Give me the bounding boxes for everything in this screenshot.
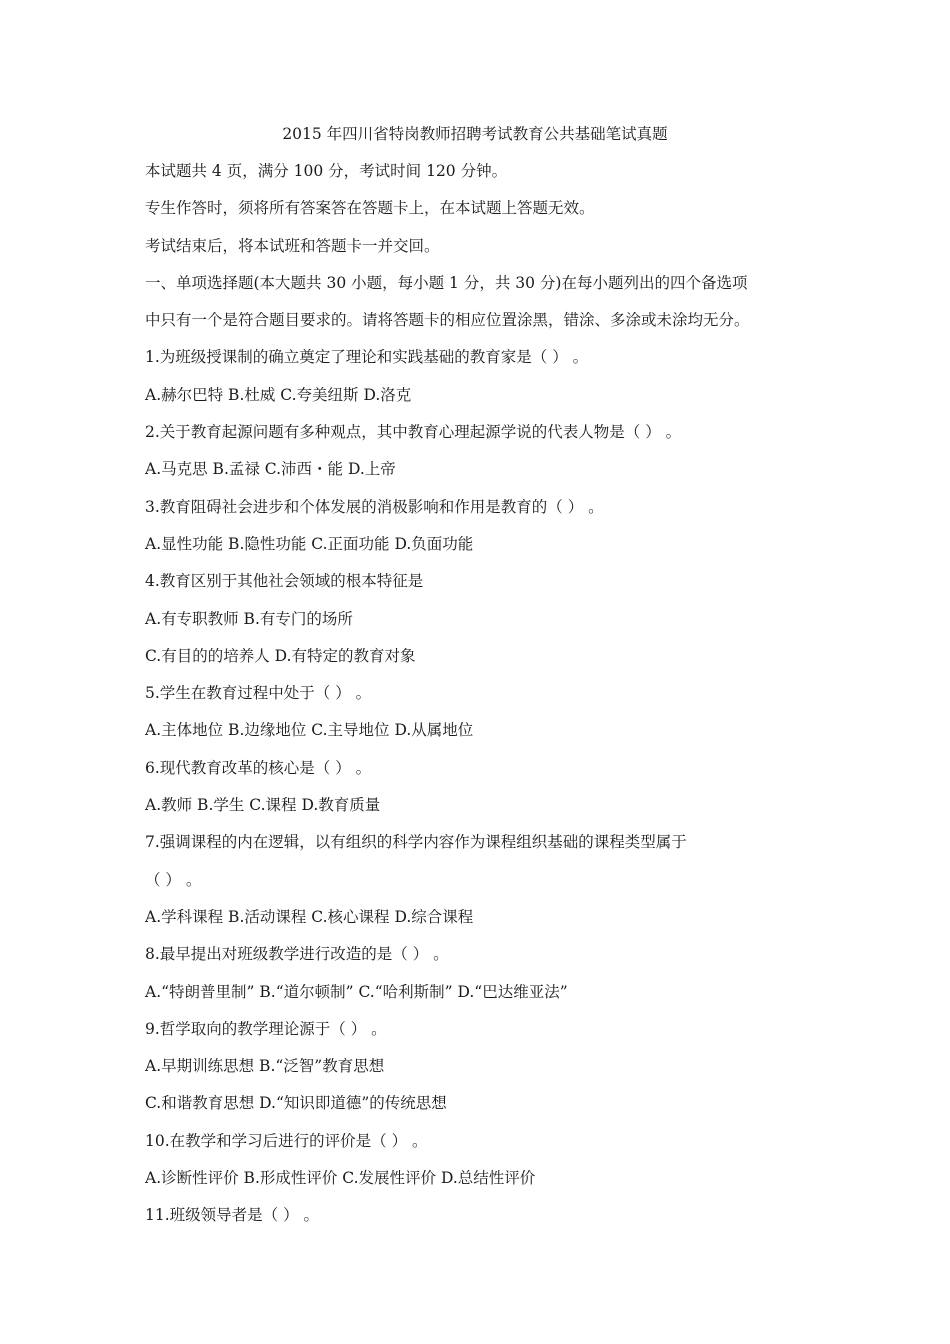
text-line: 一、单项选择题(本大题共 30 小题，每小题 1 分，共 30 分)在每小题列出的四个备选项 xyxy=(145,273,748,292)
text-line: 7.强调课程的内在逻辑，以有组织的科学内容作为课程组织基础的课程类型属于 xyxy=(145,833,687,852)
text-line: 3.教育阻碍社会进步和个体发展的消极影响和作用是教育的（ ） 。 xyxy=(145,497,604,516)
text-line: A.赫尔巴特 B.杜威 C.夸美纽斯 D.洛克 xyxy=(145,385,412,404)
text-line: A.教师 B.学生 C.课程 D.教育质量 xyxy=(145,796,381,815)
text-line: 中只有一个是符合题目要求的。请将答题卡的相应位置涂黑，错涂、多涂或未涂均无分。 xyxy=(145,311,750,330)
text-line: A.学科课程 B.活动课程 C.核心课程 D.综合课程 xyxy=(145,907,474,926)
text-line: 1.为班级授课制的确立奠定了理论和实践基础的教育家是（ ） 。 xyxy=(145,348,589,367)
text-line: C.和谐教育思想 D.“知识即道德”的传统思想 xyxy=(145,1094,447,1113)
text-line: A.“特朗普里制” B.“道尔顿制” C.“哈利斯制” D.“巴达维亚法” xyxy=(145,982,568,1001)
text-line: 专生作答时，须将所有答案答在答题卡上，在本试题上答题无效。 xyxy=(145,199,595,218)
text-line: A.早期训练思想 B.“泛智”教育思想 xyxy=(145,1057,385,1076)
text-line: 9.哲学取向的教学理论源于（ ） 。 xyxy=(145,1019,387,1038)
text-line: A.诊断性评价 B.形成性评价 C.发展性评价 D.总结性评价 xyxy=(145,1169,536,1188)
document-body xyxy=(145,160,825,1242)
text-line: 8.最早提出对班级教学进行改造的是（ ） 。 xyxy=(145,945,449,964)
text-line: A.有专职教师 B.有专门的场所 xyxy=(145,609,353,628)
text-line: 2.关于教育起源问题有多种观点，其中教育心理起源学说的代表人物是（ ） 。 xyxy=(145,423,682,442)
text-line: 6.现代教育改革的核心是（ ） 。 xyxy=(145,758,372,777)
text-line: （ ） 。 xyxy=(145,870,202,889)
text-line: 11.班级领导者是（ ） 。 xyxy=(145,1206,320,1225)
text-line: A.显性功能 B.隐性功能 C.正面功能 D.负面功能 xyxy=(145,534,474,553)
text-line: A.马克思 B.孟禄 C.沛西・能 D.上帝 xyxy=(145,460,396,479)
text-line: C.有目的的培养人 D.有特定的教育对象 xyxy=(145,646,416,665)
document-title: 2015 年四川省特岗教师招聘考试教育公共基础笔试真题 xyxy=(282,125,668,143)
text-line: 本试题共 4 页，满分 100 分，考试时间 120 分钟。 xyxy=(145,162,508,180)
text-line: 5.学生在教育过程中处于（ ） 。 xyxy=(145,684,372,703)
text-line: 10.在教学和学习后进行的评价是（ ） 。 xyxy=(145,1131,428,1150)
text-line: A.主体地位 B.边缘地位 C.主导地位 D.从属地位 xyxy=(145,721,474,740)
text-line: 4.教育区别于其他社会领域的根本特征是 xyxy=(145,572,424,591)
text-line: 考试结束后，将本试班和答题卡一并交回。 xyxy=(145,236,440,255)
